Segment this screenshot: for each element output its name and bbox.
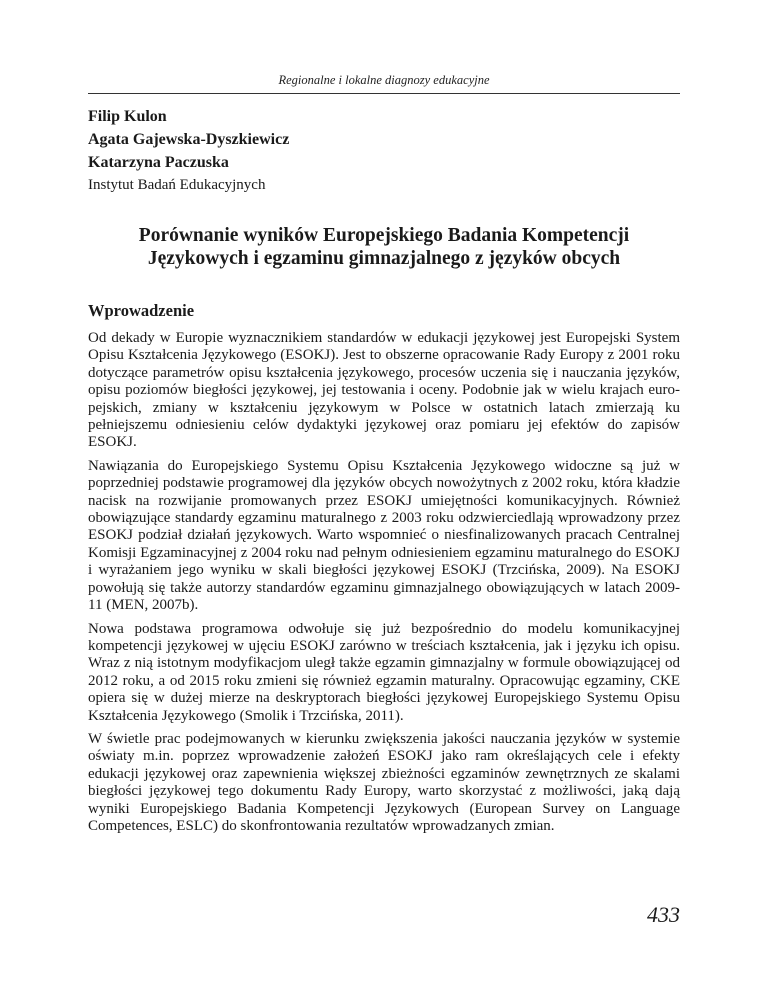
header-rule [88,93,680,94]
author-name: Katarzyna Paczuska [88,154,229,171]
paragraph: Nowa podstawa programowa odwołuje się już bezpośrednio do modelu komunikacyjnej kompetencji językowej w ujęciu ESOKJ zarówno w treściach kształcenia, jak i języku ich opisu. Wraz z nią istotnym modyfikacjom uległ także egzamin gimnazjalny w formule obowiązującej od 2012 roku, a od 2015 roku zmieni się również egzamin maturalny. Opracowując egzaminy, CKE opiera się w dużej mierze na deskryptorach biegłości językowej Europejskiego Systemu Opisu Kształcenia Językowego (Smolik i Trzcińska, 2011). [88,620,680,724]
affiliation: Instytut Badań Edukacyjnych [88,177,266,193]
body-text [88,330,680,841]
page [88,0,680,994]
running-head: Regionalne i lokalne diagnozy edukacyjne [278,73,490,87]
title-line: Językowych i egzaminu gimnazjalnego z języków obcych [147,248,621,269]
author-block [88,105,680,197]
title-line: Porównanie wyników Europejskiego Badania Kompetencji [138,225,630,246]
paragraph: Nawiązania do Europejskiego Systemu Opisu Kształcenia Językowego widoczne są już w poprzedniej podstawie programowej dla języków obcych nowożytnych z 2002 roku, która kładzie nacisk na rozwijanie promowanych przez ESOKJ umiejętności komunikacyjnych. Również obowiązujące standardy egzaminu maturalnego z 2003 roku odzwierciedlają wprowadzony przez ESOKJ podział działań językowych. Warto wspomnieć o niesfinalizowanych pracach Centralnej Komisji Egzaminacyjnej z 2004 roku nad pełnym odniesieniem egzaminu maturalnego do ESOKJ i wyrażaniem jego wyniku w skali biegłości językowej ESOKJ (Trzcińska, 2009). Na ESOKJ powołują się także autorzy standardów egzaminu gimnazjalnego obowiązujących w latach 2009-11 (MEN, 2007b). [88,457,680,614]
paragraph: Od dekady w Europie wyznacznikiem standardów w edukacji językowej jest Europejski System Opisu Kształcenia Językowego (ESOKJ). Jest to obszerne opracowanie Rady Europy z 2001 roku dotyczące parametrów opisu kształcenia językowego, procesów uczenia się i nauczania języków, opisu poziomów biegłości językowej, jej testowania i oceny. Podobnie jak w wielu krajach europejskich, zmiany w kształceniu językowym w Polsce w ostatnich latach zmierzają ku pełniejszemu odniesieniu celów dydaktyki językowej oraz pomiaru jej efektów do zapisów ESOKJ. [88,330,680,451]
author-name: Agata Gajewska-Dyszkiewicz [88,131,290,148]
section-heading: Wprowadzenie [88,301,195,320]
author-name: Filip Kulon [88,108,167,125]
page-number: 433 [647,902,680,927]
article-title [88,224,680,270]
paragraph: W świetle prac podejmowanych w kierunku zwiększenia jakości nauczania języków w systemie oświaty m.in. poprzez wprowadzenie założeń ESOKJ jako ram określających cele i efekty edukacji językowej oraz zapewnienia większej zbieżności egzaminów zewnętrznych ze skalami biegłości językowej tego dokumentu Rady Europy, warto skorzystać z możliwości, jaką dają wyniki Europejskiego Badania Kompetencji Językowych (European Survey on Language Competences, ESLC) do skonfrontowania rezultatów wprowadzanych zmian. [88,730,680,834]
